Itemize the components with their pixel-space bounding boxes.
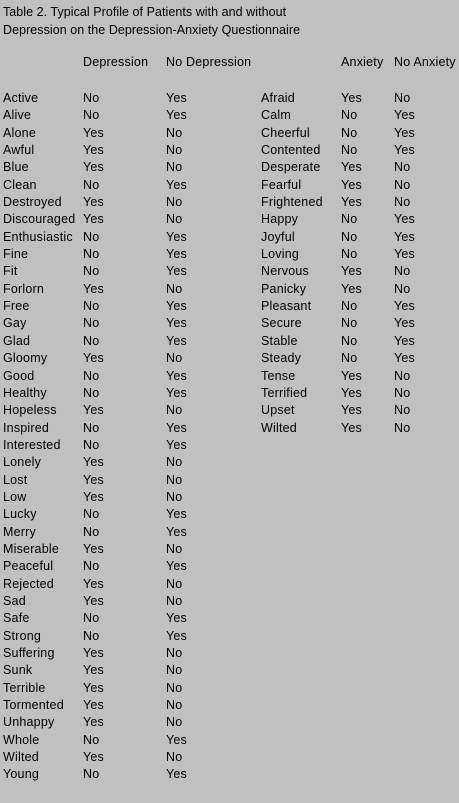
- depression-word-cell: Alone: [3, 125, 36, 140]
- anxiety-value-cell: No: [341, 125, 358, 140]
- depression-value-cell: No: [83, 437, 100, 452]
- anxiety-value-cell: No: [341, 108, 358, 123]
- depression-word-cell: Glad: [3, 333, 31, 348]
- no-depression-value-cell: No: [166, 698, 183, 713]
- no-depression-value-cell: Yes: [166, 507, 187, 522]
- depression-value-cell: No: [83, 368, 100, 383]
- depression-word-cell: Destroyed: [3, 195, 62, 210]
- depression-word-cell: Tormented: [3, 698, 64, 713]
- depression-value-cell: Yes: [83, 455, 104, 470]
- depression-word-cell: Active: [3, 91, 39, 105]
- anxiety-value-cell: Yes: [341, 264, 362, 279]
- anxiety-word-cell: Stable: [261, 333, 298, 348]
- depression-word-cell: Hopeless: [3, 403, 57, 418]
- no-depression-value-cell: Yes: [166, 316, 187, 331]
- no-depression-value-cell: No: [166, 680, 183, 695]
- depression-word-column: [3, 90, 75, 784]
- depression-value-cell: No: [83, 229, 100, 244]
- depression-word-cell: Wilted: [3, 750, 39, 765]
- depression-word-cell: Good: [3, 368, 35, 383]
- depression-word-cell: Suffering: [3, 646, 55, 660]
- depression-word-cell: Fit: [3, 264, 18, 279]
- anxiety-value-cell: Yes: [341, 403, 362, 418]
- no-depression-value-cell: No: [166, 455, 183, 470]
- no-depression-value-cell: No: [166, 195, 183, 210]
- depression-word-cell: Unhappy: [3, 715, 55, 730]
- depression-word-cell: Free: [3, 299, 30, 314]
- no-depression-value-cell: No: [166, 593, 183, 608]
- anxiety-word-column: [261, 90, 323, 437]
- no-depression-value-cell: Yes: [166, 229, 187, 244]
- header-anxiety: Anxiety: [341, 55, 384, 69]
- depression-value-cell: No: [83, 299, 100, 314]
- depression-value-cell: No: [83, 524, 100, 539]
- header-no-depression: No Depression: [166, 55, 252, 69]
- depression-value-cell: Yes: [83, 125, 104, 140]
- depression-word-cell: Enthusiastic: [3, 229, 73, 244]
- depression-value-cell: Yes: [83, 680, 104, 695]
- depression-value-cell: No: [83, 264, 100, 279]
- no-depression-value-cell: Yes: [166, 108, 187, 123]
- depression-value-cell: No: [83, 316, 100, 331]
- depression-value-cell: No: [83, 91, 100, 105]
- anxiety-word-cell: Fearful: [261, 177, 302, 192]
- depression-word-cell: Interested: [3, 437, 61, 452]
- no-anxiety-value-cell: Yes: [394, 316, 415, 331]
- depression-word-cell: Fine: [3, 247, 29, 262]
- depression-value-cell: No: [83, 767, 100, 782]
- depression-word-cell: Discouraged: [3, 212, 76, 227]
- no-depression-value-cell: Yes: [166, 559, 187, 574]
- anxiety-value-cell: Yes: [341, 281, 362, 296]
- depression-word-cell: Lucky: [3, 507, 37, 522]
- no-depression-value-cell: Yes: [166, 177, 187, 192]
- depression-word-cell: Peaceful: [3, 559, 54, 574]
- anxiety-word-cell: Frightened: [261, 195, 323, 210]
- no-anxiety-value-cell: No: [394, 368, 411, 383]
- no-anxiety-value-cell: Yes: [394, 212, 415, 227]
- anxiety-word-cell: Panicky: [261, 281, 307, 296]
- no-depression-value-cell: No: [166, 663, 183, 678]
- no-anxiety-value-cell: Yes: [394, 299, 415, 314]
- anxiety-value-cell: Yes: [341, 91, 362, 105]
- depression-word-cell: Merry: [3, 524, 36, 539]
- depression-value-cell: Yes: [83, 698, 104, 713]
- no-depression-value-cell: No: [166, 403, 183, 418]
- depression-word-cell: Strong: [3, 628, 42, 643]
- no-depression-value-cell: No: [166, 750, 183, 765]
- no-depression-value-cell: Yes: [166, 385, 187, 400]
- no-anxiety-value-cell: No: [394, 264, 411, 279]
- no-depression-value-cell: Yes: [166, 628, 187, 643]
- anxiety-word-cell: Joyful: [261, 229, 295, 244]
- no-anxiety-value-cell: Yes: [394, 108, 415, 123]
- anxiety-word-cell: Upset: [261, 403, 295, 418]
- depression-word-cell: Gloomy: [3, 351, 48, 366]
- anxiety-value-cell: Yes: [341, 368, 362, 383]
- no-anxiety-value-cell: No: [394, 420, 411, 435]
- no-depression-value-cell: Yes: [166, 264, 187, 279]
- header-depression: Depression: [83, 55, 149, 69]
- no-depression-value-cell: No: [166, 472, 183, 487]
- anxiety-word-cell: Calm: [261, 108, 291, 123]
- no-depression-value-cell: Yes: [166, 732, 187, 747]
- no-depression-value-cell: No: [166, 160, 183, 175]
- no-depression-value-cell: No: [166, 576, 183, 591]
- anxiety-word-cell: Terrified: [261, 385, 308, 400]
- anxiety-value-cell: No: [341, 143, 358, 158]
- depression-word-cell: Awful: [3, 143, 35, 158]
- depression-word-cell: Whole: [3, 732, 40, 747]
- no-depression-value-cell: No: [166, 125, 183, 140]
- no-depression-value-cell: No: [166, 281, 183, 296]
- anxiety-word-cell: Afraid: [261, 91, 295, 105]
- depression-word-cell: Lost: [3, 472, 28, 487]
- anxiety-word-cell: Wilted: [261, 420, 297, 435]
- depression-value-cell: No: [83, 628, 100, 643]
- depression-word-cell: Blue: [3, 160, 29, 175]
- no-depression-value-cell: Yes: [166, 611, 187, 626]
- depression-word-cell: Sad: [3, 593, 26, 608]
- no-anxiety-value-cell: No: [394, 177, 411, 192]
- anxiety-word-cell: Tense: [261, 368, 296, 383]
- depression-value-cell: Yes: [83, 403, 104, 418]
- depression-value-cell: No: [83, 108, 100, 123]
- no-depression-value-cell: Yes: [166, 333, 187, 348]
- table-caption: [3, 3, 453, 39]
- header-no-anxiety: No Anxiety: [394, 55, 456, 69]
- depression-value-cell: No: [83, 611, 100, 626]
- depression-value-cell: No: [83, 559, 100, 574]
- no-depression-value-cell: No: [166, 541, 183, 556]
- no-anxiety-value-cell: Yes: [394, 351, 415, 366]
- depression-word-cell: Healthy: [3, 385, 47, 400]
- caption-line-1: Table 2. Typical Profile of Patients with and without: [3, 5, 287, 19]
- depression-value-column: [83, 90, 104, 784]
- no-depression-value-cell: Yes: [166, 247, 187, 262]
- anxiety-value-cell: Yes: [341, 177, 362, 192]
- anxiety-value-cell: No: [341, 351, 358, 366]
- depression-value-cell: Yes: [83, 489, 104, 504]
- depression-word-cell: Miserable: [3, 541, 59, 556]
- depression-word-cell: Alive: [3, 108, 32, 123]
- depression-value-cell: Yes: [83, 281, 104, 296]
- no-depression-value-cell: Yes: [166, 767, 187, 782]
- depression-value-cell: Yes: [83, 663, 104, 678]
- no-depression-value-cell: No: [166, 715, 183, 730]
- no-depression-value-cell: No: [166, 489, 183, 504]
- no-depression-value-cell: Yes: [166, 368, 187, 383]
- depression-word-cell: Clean: [3, 177, 37, 192]
- depression-word-cell: Safe: [3, 611, 30, 626]
- depression-word-cell: Low: [3, 489, 27, 504]
- no-depression-value-cell: No: [166, 143, 183, 158]
- no-depression-value-cell: Yes: [166, 437, 187, 452]
- anxiety-value-cell: Yes: [341, 420, 362, 435]
- no-depression-value-cell: Yes: [166, 299, 187, 314]
- depression-value-cell: Yes: [83, 160, 104, 175]
- depression-value-cell: Yes: [83, 646, 104, 660]
- depression-word-cell: Sunk: [3, 663, 33, 678]
- anxiety-value-cell: No: [341, 212, 358, 227]
- anxiety-value-cell: Yes: [341, 195, 362, 210]
- anxiety-word-cell: Loving: [261, 247, 300, 262]
- depression-value-cell: No: [83, 385, 100, 400]
- anxiety-word-cell: Contented: [261, 143, 321, 158]
- anxiety-value-cell: No: [341, 333, 358, 348]
- depression-word-cell: Inspired: [3, 420, 50, 435]
- no-depression-value-cell: Yes: [166, 420, 187, 435]
- depression-value-cell: No: [83, 420, 100, 435]
- depression-value-cell: Yes: [83, 541, 104, 556]
- depression-value-cell: Yes: [83, 351, 104, 366]
- depression-value-cell: No: [83, 732, 100, 747]
- anxiety-value-cell: No: [341, 316, 358, 331]
- no-anxiety-value-cell: No: [394, 160, 411, 175]
- depression-value-cell: Yes: [83, 143, 104, 158]
- no-anxiety-value-cell: Yes: [394, 229, 415, 244]
- no-anxiety-value-cell: No: [394, 385, 411, 400]
- no-depression-value-cell: No: [166, 212, 183, 227]
- caption-line-2: Depression on the Depression-Anxiety Questionnaire: [3, 23, 301, 37]
- no-depression-value-cell: No: [166, 351, 183, 366]
- no-anxiety-value-cell: No: [394, 281, 411, 296]
- no-depression-value-cell: Yes: [166, 91, 187, 105]
- anxiety-value-cell: No: [341, 247, 358, 262]
- depression-value-cell: Yes: [83, 472, 104, 487]
- anxiety-word-cell: Pleasant: [261, 299, 312, 314]
- anxiety-value-cell: Yes: [341, 385, 362, 400]
- depression-value-cell: Yes: [83, 576, 104, 591]
- anxiety-word-cell: Steady: [261, 351, 302, 366]
- no-anxiety-value-cell: Yes: [394, 247, 415, 262]
- depression-value-cell: Yes: [83, 593, 104, 608]
- anxiety-value-cell: No: [341, 229, 358, 244]
- anxiety-word-cell: Happy: [261, 212, 299, 227]
- depression-word-cell: Lonely: [3, 455, 42, 470]
- depression-value-cell: Yes: [83, 750, 104, 765]
- depression-word-cell: Terrible: [3, 680, 46, 695]
- anxiety-word-cell: Cheerful: [261, 125, 310, 140]
- no-anxiety-value-cell: Yes: [394, 125, 415, 140]
- depression-value-cell: Yes: [83, 195, 104, 210]
- depression-word-cell: Rejected: [3, 576, 54, 591]
- depression-value-cell: No: [83, 333, 100, 348]
- anxiety-word-cell: Secure: [261, 316, 302, 331]
- anxiety-value-column: [341, 90, 362, 437]
- depression-value-cell: Yes: [83, 715, 104, 730]
- anxiety-value-cell: Yes: [341, 160, 362, 175]
- depression-word-cell: Forlorn: [3, 281, 44, 296]
- no-depression-value-cell: No: [166, 646, 183, 660]
- depression-value-cell: No: [83, 177, 100, 192]
- depression-value-cell: No: [83, 247, 100, 262]
- depression-value-cell: No: [83, 507, 100, 522]
- depression-word-cell: Young: [3, 767, 39, 782]
- no-anxiety-value-cell: Yes: [394, 333, 415, 348]
- depression-value-cell: Yes: [83, 212, 104, 227]
- anxiety-word-cell: Nervous: [261, 264, 309, 279]
- anxiety-value-cell: No: [341, 299, 358, 314]
- anxiety-word-cell: Desperate: [261, 160, 321, 175]
- no-anxiety-value-cell: No: [394, 91, 411, 105]
- no-anxiety-value-column: [394, 90, 415, 437]
- no-anxiety-value-cell: Yes: [394, 143, 415, 158]
- no-depression-value-cell: Yes: [166, 524, 187, 539]
- no-depression-value-column: [166, 90, 187, 784]
- no-anxiety-value-cell: No: [394, 403, 411, 418]
- depression-word-cell: Gay: [3, 316, 27, 331]
- no-anxiety-value-cell: No: [394, 195, 411, 210]
